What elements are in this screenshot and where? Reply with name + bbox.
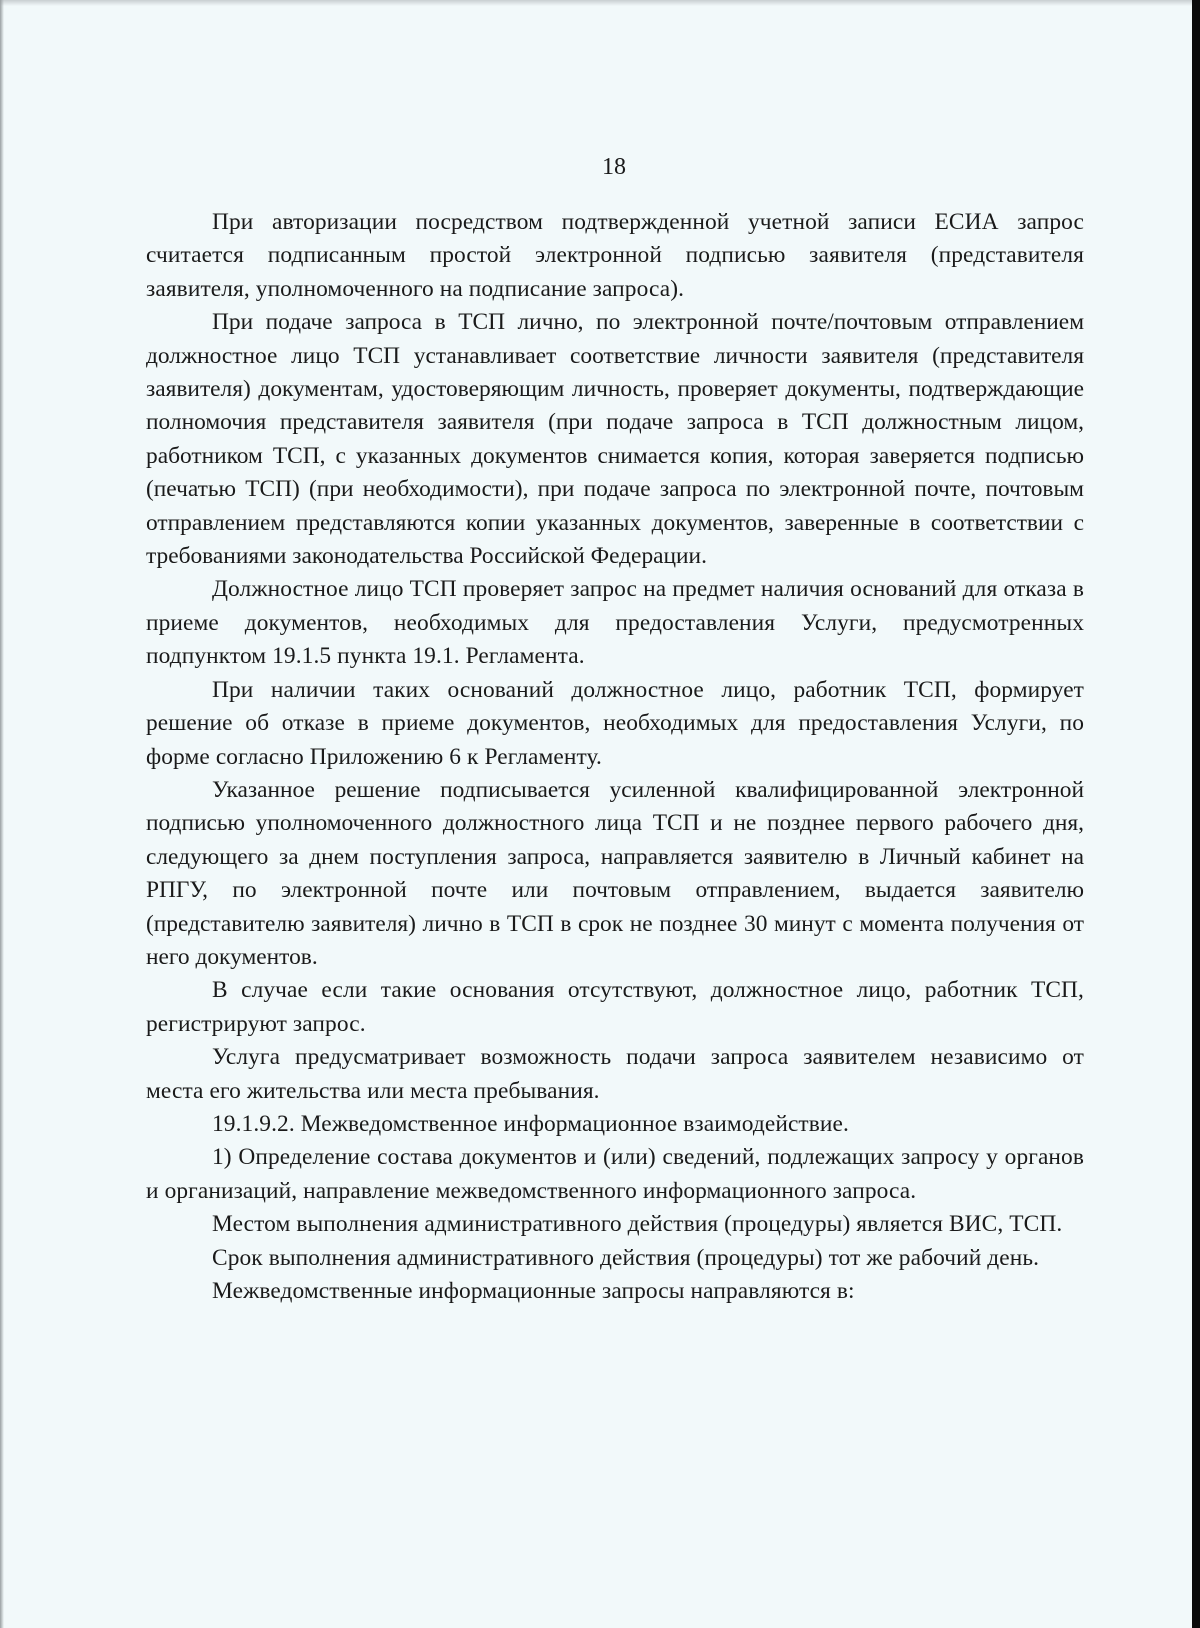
page-number: 18 xyxy=(602,154,626,180)
paragraph-section-heading: 19.1.9.2. Межведомственное информационное взаимодействие. xyxy=(212,1110,849,1137)
paragraph-decision-signing: Указанное решение подписывается усиленной квалифицированной электронной подписью уполномоченного должностного лица ТСП и не позднее первого рабочего дня, следующего за днем поступления запроса, направляется заявителю в Личный кабинет на РПГУ, по электронной почте или почтовым отправлением, выдается заявителю (представителю заявителя) лично в ТСП в срок не позднее 30 минут с момента получения от него документов. xyxy=(146,776,1084,970)
scan-edge-left xyxy=(0,0,4,1628)
scan-edge-right xyxy=(1192,0,1200,1628)
paragraph-registration: В случае если такие основания отсутствуют, должностное лицо, работник ТСП, регистрируют запрос. xyxy=(146,977,1084,1037)
paragraph-step-1: 1) Определение состава документов и (или) сведений, подлежащих запросу у органов и организаций, направление межведомственного информационного запроса. xyxy=(146,1144,1084,1204)
document-body xyxy=(146,206,1084,1308)
paragraph-esia-authorization: При авторизации посредством подтвержденной учетной записи ЕСИА запрос считается подписанным простой электронной подписью заявителя (представителя заявителя, уполномоченного на подписание запроса). xyxy=(146,209,1084,302)
paragraph-in-person-submission: При подаче запроса в ТСП лично, по электронной почте/почтовым отправлением должностное лицо ТСП устанавливает соответствие личности заявителя (представителя заявителя) документам, удостоверяющим личность, проверяет документы, подтверждающие полномочия представителя заявителя (при подаче запроса в ТСП должностным лицом, работником ТСП, с указанных документов снимается копия, которая заверяется подписью (печатью ТСП) (при необходимости), при подаче запроса по электронной почте, почтовым отправлением представляются копии указанных документов, заверенные в соответствии с требованиями законодательства Российской Федерации. xyxy=(146,309,1084,570)
paragraph-extraterritoriality: Услуга предусматривает возможность подачи запроса заявителем независимо от места его жительства или места пребывания. xyxy=(146,1044,1084,1104)
paragraph-request-check: Должностное лицо ТСП проверяет запрос на предмет наличия оснований для отказа в приеме документов, необходимых для предоставления Услуги, предусмотренных подпунктом 19.1.5 пункта 19.1. Регламента. xyxy=(146,576,1084,670)
paragraph-refusal-decision: При наличии таких оснований должностное лицо, работник ТСП, формирует решение об отказе в приеме документов, необходимых для предоставления Услуги, по форме согласно Приложению 6 к Регламенту. xyxy=(146,676,1084,770)
paragraph-execution-term: Срок выполнения административного действия (процедуры) тот же рабочий день. xyxy=(212,1244,1040,1271)
paragraph-requests-sent-to: Межведомственные информационные запросы направляются в: xyxy=(212,1278,855,1304)
paragraph-place-of-execution: Местом выполнения административного действия (процедуры) является ВИС, ТСП. xyxy=(212,1211,1063,1238)
scan-edge-top xyxy=(0,0,1200,6)
